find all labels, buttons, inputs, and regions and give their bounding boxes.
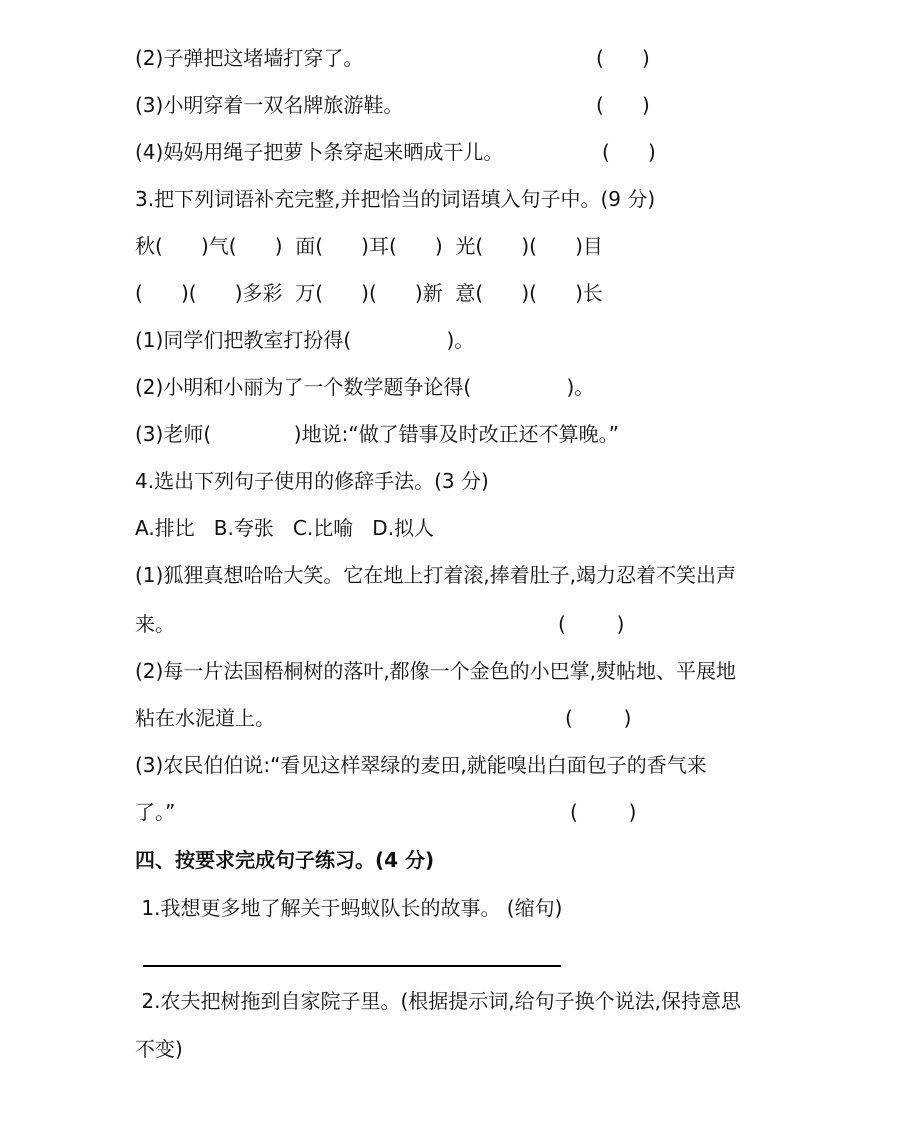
answer-bracket-2[interactable]: ( ) bbox=[596, 93, 650, 117]
rhetoric-sentence-1a: (1)狐狸真想哈哈大笑。它在地上打着滚,捧着肚子,竭力忍着不笑出声 bbox=[135, 563, 737, 587]
rhetoric-sentence-2b: 粘在水泥道上。 bbox=[135, 706, 275, 730]
question-3-title: 3.把下列词语补充完整,并把恰当的词语填入句子中。(9 分) bbox=[135, 187, 656, 211]
rhetoric-options: A.排比 B.夸张 C.比喻 D.拟人 bbox=[135, 516, 435, 540]
answer-bracket-3[interactable]: ( ) bbox=[602, 140, 656, 164]
answer-bracket-r1[interactable]: ( ) bbox=[558, 612, 625, 636]
rhetoric-sentence-3b: 了。” bbox=[135, 800, 176, 824]
word-fill-row-1: 秋( )气( ) 面( )耳( ) 光( )( )目 bbox=[135, 234, 603, 258]
answer-bracket-r3[interactable]: ( ) bbox=[570, 800, 637, 824]
answer-line[interactable] bbox=[143, 965, 561, 967]
section-4-heading: 四、按要求完成句子练习。(4 分) bbox=[135, 848, 435, 872]
rhetoric-sentence-1b: 来。 bbox=[135, 612, 175, 636]
fill-sentence-3: (3)老师( )地说:“做了错事及时改正还不算晚。” bbox=[135, 422, 620, 446]
answer-bracket-1[interactable]: ( ) bbox=[596, 46, 650, 70]
sentence-exercise-2b: 不变) bbox=[135, 1037, 183, 1061]
line-1: (2)子弹把这堵墙打穿了。 bbox=[135, 46, 364, 70]
fill-sentence-2: (2)小明和小丽为了一个数学题争论得( )。 bbox=[135, 375, 595, 399]
line-3: (4)妈妈用绳子把萝卜条穿起来晒成干儿。 bbox=[135, 140, 504, 164]
line-2: (3)小明穿着一双名牌旅游鞋。 bbox=[135, 93, 404, 117]
question-4-title: 4.选出下列句子使用的修辞手法。(3 分) bbox=[135, 469, 489, 493]
answer-bracket-r2[interactable]: ( ) bbox=[565, 706, 632, 730]
fill-sentence-1: (1)同学们把教室打扮得( )。 bbox=[135, 328, 475, 352]
word-fill-row-2: ( )( )多彩 万( )( )新 意( )( )长 bbox=[135, 281, 603, 305]
rhetoric-sentence-2a: (2)每一片法国梧桐树的落叶,都像一个金色的小巴掌,熨帖地、平展地 bbox=[135, 659, 737, 683]
rhetoric-sentence-3a: (3)农民伯伯说:“看见这样翠绿的麦田,就能嗅出白面包子的香气来 bbox=[135, 753, 707, 777]
sentence-exercise-2a: 2.农夫把树拖到自家院子里。(根据提示词,给句子换个说法,保持意思 bbox=[135, 989, 741, 1013]
sentence-exercise-1: 1.我想更多地了解关于蚂蚁队长的故事。 (缩句) bbox=[135, 896, 563, 920]
